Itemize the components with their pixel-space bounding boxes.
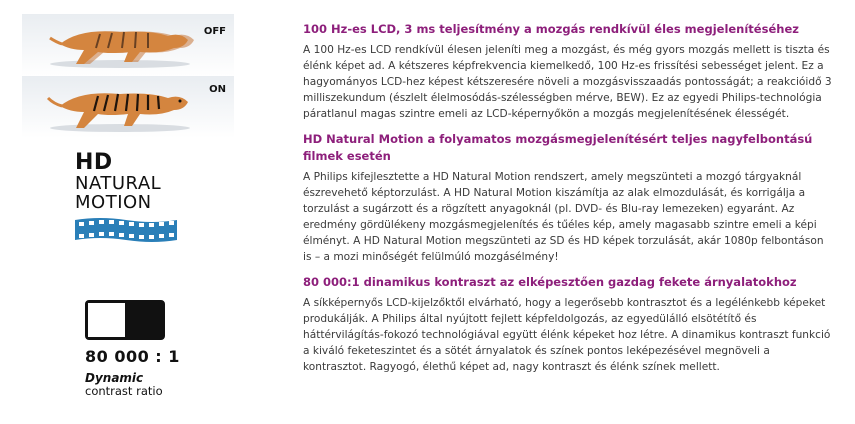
feature-section-100hz: [303, 21, 835, 122]
film-strip-icon: [75, 216, 177, 242]
feature-body: A síkképernyős LCD-kijelzőktől elvárható, hogy a legerősebb kontrasztot és a legélénkebb képeket produkálják. A Philips által nyújtott fejlett képfeldolgozás, az egyedülálló elsötétítő és háttérvilágítás-fokozó technológiával együtt élénk képeket hoz létre. A dinamikus kontraszt funkció a kiváló feketeszintet és a sötét árnyalatok és színek pontos leképezésével megnöveli a kontrasztot. Ragyogó, élethű képet ad, nagy kontraszt és élénk színek mellett.: [303, 297, 831, 373]
contrast-box-icon: [85, 300, 165, 340]
tiger-off-panel: [22, 14, 234, 76]
hd-natural-motion-logo: [75, 152, 185, 246]
feature-section-contrast: [303, 274, 835, 375]
tiger-blurred-icon: [40, 14, 200, 74]
contrast-dynamic-label: Dynamic: [85, 371, 144, 385]
contrast-white-half: [88, 303, 125, 337]
feature-title: 100 Hz-es LCD, 3 ms teljesítmény a mozgás rendkívül éles megjelenítéséhez: [303, 22, 799, 36]
contrast-black-half: [125, 303, 162, 337]
feature-title: HD Natural Motion a folyamatos mozgásmegjelenítésért teljes nagyfelbontású filmek esetén: [303, 132, 813, 163]
off-label: OFF: [203, 26, 226, 37]
contrast-subtitle: contrast ratio: [85, 384, 163, 398]
feature-section-hd-natural-motion: [303, 131, 835, 265]
tiger-sharp-icon: [40, 76, 200, 136]
feature-body: A Philips kifejlesztette a HD Natural Motion rendszert, amely megszünteti a mozgó tárgyaknál észrevehető képtorzulást. A HD Natural Motion kiszámítja az alak elmozdulását, és korrigálja a torzulást a sugárzott és a rögzített anyagoknál (pl. DVD- és Blu-ray lemezeken) egyaránt. Az eredmény gördülékeny mozgásmegjelenítés és tűéles kép, amely magasabb szintre emeli a képi élményt. A HD Natural Motion megszünteti az SD és HD képek torzulását, akár 1080p felbontáson is – a mozi minőségét felülmúló mozgásélmény!: [303, 171, 824, 263]
contrast-ratio-value: 80 000 : 1: [85, 347, 180, 366]
hd-logo-line-natural: NATURAL: [75, 173, 162, 194]
tiger-on-panel: [22, 76, 234, 138]
hd-logo-line-hd: HD: [75, 150, 113, 175]
hd-logo-line-motion: MOTION: [75, 192, 152, 213]
feature-title: 80 000:1 dinamikus kontraszt az elképesztően gazdag fekete árnyalatokhoz: [303, 275, 797, 289]
tiger-comparison-image: [22, 14, 234, 138]
on-label: ON: [209, 84, 226, 95]
left-column: [0, 0, 290, 424]
feature-list: [303, 21, 835, 384]
dynamic-contrast-logo: [85, 300, 265, 398]
feature-body: A 100 Hz-es LCD rendkívül élesen jeleníti meg a mozgást, és még gyors mozgás mellett is tiszta és élénk képet ad. A kétszeres képfrekvencia kiemelkedő, 100 Hz-es frissítési sebességet jelent. Ez a hagyományos LCD-hez képest kétszeresére növeli a mozgásvisszaadás pontosságát; a reakcióidő 3 milliszekundum (észlelt élelmosódás-szélességben mérve, BEW). Ez az egyedi Philips-technológia páratlanul magas szintre emeli az LCD-képernyőkön a mozgás megjelenítésének élességét.: [303, 44, 832, 120]
